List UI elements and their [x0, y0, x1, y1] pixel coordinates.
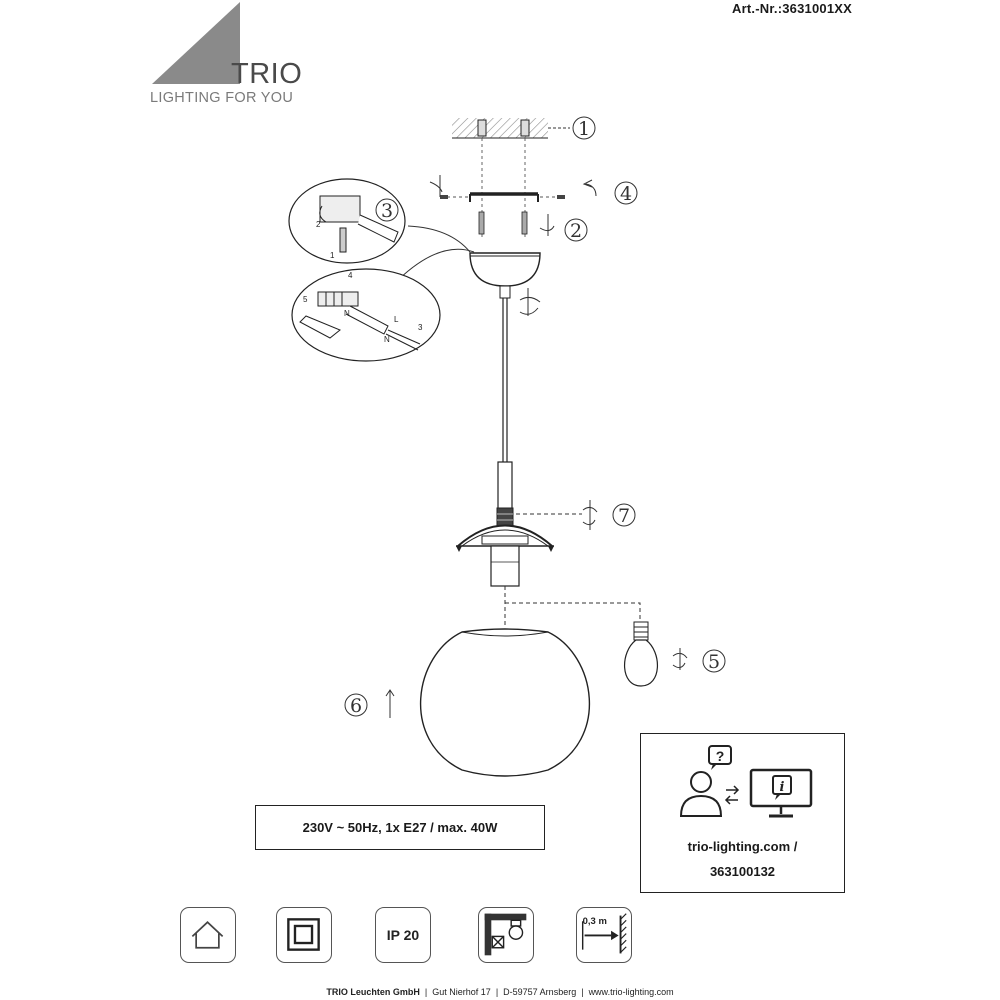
- step-number-5: [703, 650, 725, 673]
- shade-holder: [456, 526, 554, 587]
- detail-label: 1: [330, 251, 335, 260]
- svg-text:6: 6: [349, 695, 363, 717]
- footer-city: D-59757 Arnsberg: [503, 987, 577, 997]
- step-number-4: [615, 182, 637, 205]
- screw-guides: [447, 138, 562, 240]
- svg-text:3: 3: [380, 200, 394, 222]
- electrical-spec: 230V ~ 50Hz, 1x E27 / max. 40W: [255, 805, 545, 850]
- detail-label: N: [384, 335, 390, 344]
- footer: TRIO Leuchten GmbH | Gut Nierhof 17 | D-59757 Arnsberg | www.trio-lighting.com: [326, 987, 674, 997]
- svg-text:7: 7: [617, 505, 631, 527]
- footer-address: Gut Nierhof 17: [432, 987, 491, 997]
- detail-label: N: [344, 309, 350, 318]
- detail-leader: [398, 226, 474, 280]
- footer-company: TRIO Leuchten GmbH: [326, 987, 420, 997]
- cable-grip: [497, 462, 597, 530]
- brand-name: TRIO: [231, 58, 303, 90]
- step-number-2: [565, 219, 587, 242]
- info-box: [640, 733, 845, 893]
- canopy: [470, 253, 540, 298]
- info-url: trio-lighting.com /: [687, 839, 798, 854]
- protection-class-2-icon: [276, 907, 332, 963]
- adjust-arrow-icon: [520, 288, 540, 316]
- detail-label: 2: [316, 220, 321, 229]
- step-number-6: [345, 694, 367, 717]
- detail-label: L: [394, 315, 399, 324]
- svg-text:1: 1: [577, 118, 591, 140]
- min-distance-icon: [576, 907, 632, 963]
- ip-rating-badge: IP 20: [375, 907, 431, 963]
- glass-shade: [386, 629, 589, 776]
- article-number: Art.-Nr.:3631001XX: [732, 1, 852, 16]
- indoor-use-icon: [180, 907, 236, 963]
- brand-tagline: LIGHTING FOR YOU: [150, 90, 294, 106]
- ceiling-mount: [452, 118, 570, 138]
- light-bulb-icon: [625, 622, 687, 686]
- svg-text:?: ?: [715, 748, 725, 764]
- detail-label: 5: [303, 295, 308, 304]
- step-number-1: [573, 117, 595, 140]
- svg-text:2: 2: [569, 220, 583, 242]
- detail-label: 3: [418, 323, 423, 332]
- svg-text:5: 5: [707, 651, 721, 673]
- svg-text:i: i: [779, 780, 785, 795]
- footer-website[interactable]: www.trio-lighting.com: [588, 987, 674, 997]
- detail-label: 4: [348, 271, 353, 280]
- bulb-guide: [505, 586, 640, 628]
- pendant-cable: [503, 298, 507, 462]
- svg-text:4: 4: [619, 183, 633, 205]
- mounting-bracket: [440, 194, 565, 234]
- info-article-number: 363100132: [709, 864, 776, 879]
- wiring-detail-bottom: [292, 269, 440, 361]
- support-icon: [671, 744, 821, 824]
- no-covering-icon: [478, 907, 534, 963]
- min-distance-label: 0,3 m: [582, 916, 607, 928]
- step-number-7: [613, 504, 635, 527]
